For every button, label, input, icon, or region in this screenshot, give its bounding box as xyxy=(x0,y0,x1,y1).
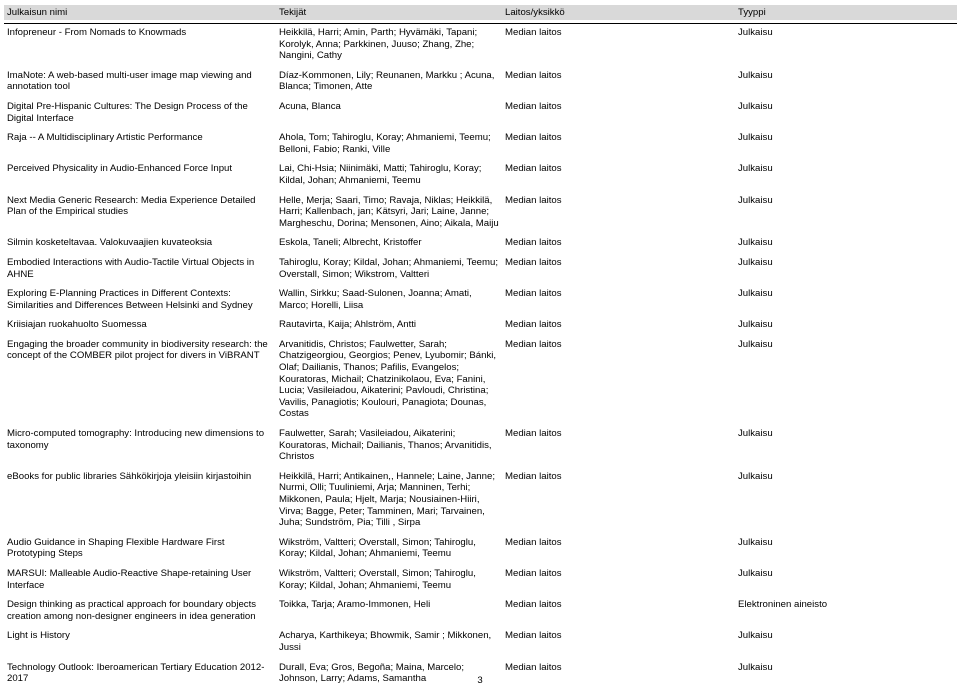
publication-authors: Heikkilä, Harri; Antikainen,, Hannele; Laine, Janne; Nurmi, Olli; Tuuliniemi, Arja; Manninen, Terhi; Mikkonen, Paula; Hjelt, Marja; Nousiainen-Hiiri, Virva; Bagge, Peter; Tamminen, Mari; Tarvainen, Juha; Sundström, Pia; Tilli , Sirpa xyxy=(279,470,495,529)
publication-authors: Durall, Eva; Gros, Begoña; Maina, Marcelo; Johnson, Larry; Adams, Samantha xyxy=(279,661,465,685)
table-header-row xyxy=(4,5,957,20)
publication-authors: Wikström, Valtteri; Overstall, Simon; Tahiroglu, Koray; Kildal, Johan; Ahmaniemi, Teemu xyxy=(279,567,476,591)
publication-authors: Díaz-Kommonen, Lily; Reunanen, Markku ; Acuna, Blanca; Timonen, Atte xyxy=(279,69,495,93)
table-row xyxy=(4,160,957,191)
publication-type: Julkaisu xyxy=(738,132,773,144)
publication-department: Median laitos xyxy=(505,288,562,300)
publication-title: Next Media Generic Research: Media Experience Detailed Plan of the Empirical studies xyxy=(7,194,256,218)
table-row xyxy=(4,192,957,235)
publication-department: Median laitos xyxy=(505,428,562,440)
publication-type: Julkaisu xyxy=(738,194,773,206)
table-row xyxy=(4,565,957,596)
table-row xyxy=(4,596,957,627)
table-row xyxy=(4,254,957,285)
publication-department: Median laitos xyxy=(505,470,562,482)
publication-department: Median laitos xyxy=(505,27,562,38)
table-row xyxy=(4,129,957,160)
header-type: Tyyppi xyxy=(735,5,957,20)
publication-authors: Tahiroglu, Koray; Kildal, Johan; Ahmaniemi, Teemu; Overstall, Simon; Wikstrom, Valtteri xyxy=(279,256,498,280)
publication-type: Julkaisu xyxy=(738,661,773,673)
publication-department: Median laitos xyxy=(505,163,562,175)
publication-title: Digital Pre-Hispanic Cultures: The Design Process of the Digital Interface xyxy=(7,100,248,124)
publication-title: MARSUI: Malleable Audio-Reactive Shape-retaining User Interface xyxy=(7,567,252,591)
publication-department: Median laitos xyxy=(505,661,562,673)
publication-type: Julkaisu xyxy=(738,100,773,112)
table-row xyxy=(4,67,957,98)
table-row xyxy=(4,98,957,129)
header-department: Laitos/yksikkö xyxy=(502,5,735,20)
publication-title: eBooks for public libraries Sähkökirjoja yleisiin kirjastoihin xyxy=(7,470,252,482)
publication-authors: Acuna, Blanca xyxy=(279,100,341,112)
publication-authors: Faulwetter, Sarah; Vasileiadou, Aikaterini; Kouratoras, Michail; Dailianis, Thanos; Arvanitidis, Christos xyxy=(279,428,492,463)
publication-department: Median laitos xyxy=(505,319,562,331)
publication-type: Elektroninen aineisto xyxy=(738,599,828,611)
publication-authors: Heikkilä, Harri; Amin, Parth; Hyvämäki, Tapani; Korolyk, Anna; Parkkinen, Juuso; Zhang, Zhe; Nangini, Cathy xyxy=(279,27,478,62)
publication-type: Julkaisu xyxy=(738,288,773,300)
page-number: 3 xyxy=(477,675,483,686)
publication-list xyxy=(4,5,957,690)
publication-type: Julkaisu xyxy=(738,567,773,579)
publication-type: Julkaisu xyxy=(738,163,773,175)
publication-authors: Lai, Chi-Hsia; Niinimäki, Matti; Tahiroglu, Koray; Kildal, Johan; Ahmaniemi, Teemu xyxy=(279,163,482,186)
publication-type: Julkaisu xyxy=(738,27,773,38)
table-body xyxy=(4,24,957,690)
publications-table xyxy=(4,5,957,690)
publication-department: Median laitos xyxy=(505,338,562,350)
publication-department: Median laitos xyxy=(505,194,562,206)
publication-department: Median laitos xyxy=(505,567,562,579)
publication-type: Julkaisu xyxy=(738,536,773,548)
publication-title: Design thinking as practical approach for boundary objects creation among non-designer engineers in idea generation xyxy=(7,599,257,622)
publication-title: Kriisiajan ruokahuolto Suomessa xyxy=(7,319,147,331)
table-row xyxy=(4,425,957,468)
publication-title: Technology Outlook: Iberoamerican Tertiary Education 2012-2017 xyxy=(7,661,265,685)
table-row xyxy=(4,336,957,425)
publication-title: Light is History xyxy=(7,630,70,642)
publication-type: Julkaisu xyxy=(738,69,773,81)
publication-title: Raja -- A Multidisciplinary Artistic Performance xyxy=(7,132,203,144)
header-authors: Tekijät xyxy=(276,5,502,20)
publication-title: Micro-computed tomography: Introducing new dimensions to taxonomy xyxy=(7,428,265,451)
publication-department: Median laitos xyxy=(505,132,562,144)
publication-title: Silmin kosketeltavaa. Valokuvaajien kuvateoksia xyxy=(7,237,213,249)
publication-type: Julkaisu xyxy=(738,428,773,440)
publication-authors: Arvanitidis, Christos; Faulwetter, Sarah; Chatzigeorgiou, Georgios; Penev, Lyubomir; Bánki, Olaf; Dailianis, Thanos; Pafilis, Evangelos; Kouratoras, Michail; Chatzinikolaou, Eva; Fanini, Lucia; Vasileiadou, Aikaterini; Pavloudi, Christina; Vavilis, Panagiotis; Koulouri, Panagiota; Dounas, Costas xyxy=(279,338,497,420)
publication-authors: Helle, Merja; Saari, Timo; Ravaja, Niklas; Heikkilä, Harri; Kallenbach, jan; Kätsyri, Jari; Laine, Janne; Margheschu, Dorina; Mensonen, Aino; Aikala, Maiju xyxy=(279,194,499,229)
publication-authors: Eskola, Taneli; Albrecht, Kristoffer xyxy=(279,237,422,249)
publication-type: Julkaisu xyxy=(738,470,773,482)
publication-authors: Toikka, Tarja; Aramo-Immonen, Heli xyxy=(279,599,431,611)
publication-authors: Ahola, Tom; Tahiroglu, Koray; Ahmaniemi, Teemu; Belloni, Fabio; Ranki, Ville xyxy=(279,132,491,155)
header-title: Julkaisun nimi xyxy=(4,5,276,20)
publication-authors: Wikström, Valtteri; Overstall, Simon; Tahiroglu, Koray; Kildal, Johan; Ahmaniemi, Teemu xyxy=(279,536,476,560)
publication-type: Julkaisu xyxy=(738,319,773,331)
table-row xyxy=(4,468,957,534)
publication-title: Embodied Interactions with Audio-Tactile Virtual Objects in AHNE xyxy=(7,256,255,280)
publication-title: ImaNote: A web-based multi-user image map viewing and annotation tool xyxy=(7,69,252,93)
publication-title: Infopreneur - From Nomads to Knowmads xyxy=(7,27,187,38)
publication-title: Engaging the broader community in biodiversity research: the concept of the COMBER pilot project for divers in ViBRANT xyxy=(7,338,268,362)
publication-authors: Acharya, Karthikeya; Bhowmik, Samir ; Mikkonen, Jussi xyxy=(279,630,492,653)
publication-department: Median laitos xyxy=(505,100,562,112)
table-row xyxy=(4,24,957,67)
publication-type: Julkaisu xyxy=(738,338,773,350)
publication-type: Julkaisu xyxy=(738,256,773,268)
publication-title: Exploring E-Planning Practices in Different Contexts: Similarities and Differences Between Helsinki and Sydney xyxy=(7,288,253,311)
publication-department: Median laitos xyxy=(505,256,562,268)
publication-type: Julkaisu xyxy=(738,237,773,249)
publication-title: Perceived Physicality in Audio-Enhanced Force Input xyxy=(7,163,233,175)
publication-department: Median laitos xyxy=(505,237,562,249)
table-row xyxy=(4,316,957,336)
publication-authors: Rautavirta, Kaija; Ahlström, Antti xyxy=(279,319,417,331)
publication-department: Median laitos xyxy=(505,536,562,548)
publication-department: Median laitos xyxy=(505,599,562,611)
table-row xyxy=(4,234,957,254)
table-row xyxy=(4,285,957,316)
publication-department: Median laitos xyxy=(505,630,562,642)
publication-title: Audio Guidance in Shaping Flexible Hardware First Prototyping Steps xyxy=(7,536,225,560)
table-row xyxy=(4,534,957,565)
publication-authors: Wallin, Sirkku; Saad-Sulonen, Joanna; Amati, Marco; Horelli, Liisa xyxy=(279,288,472,311)
publication-department: Median laitos xyxy=(505,69,562,81)
publication-type: Julkaisu xyxy=(738,630,773,642)
table-row xyxy=(4,627,957,658)
